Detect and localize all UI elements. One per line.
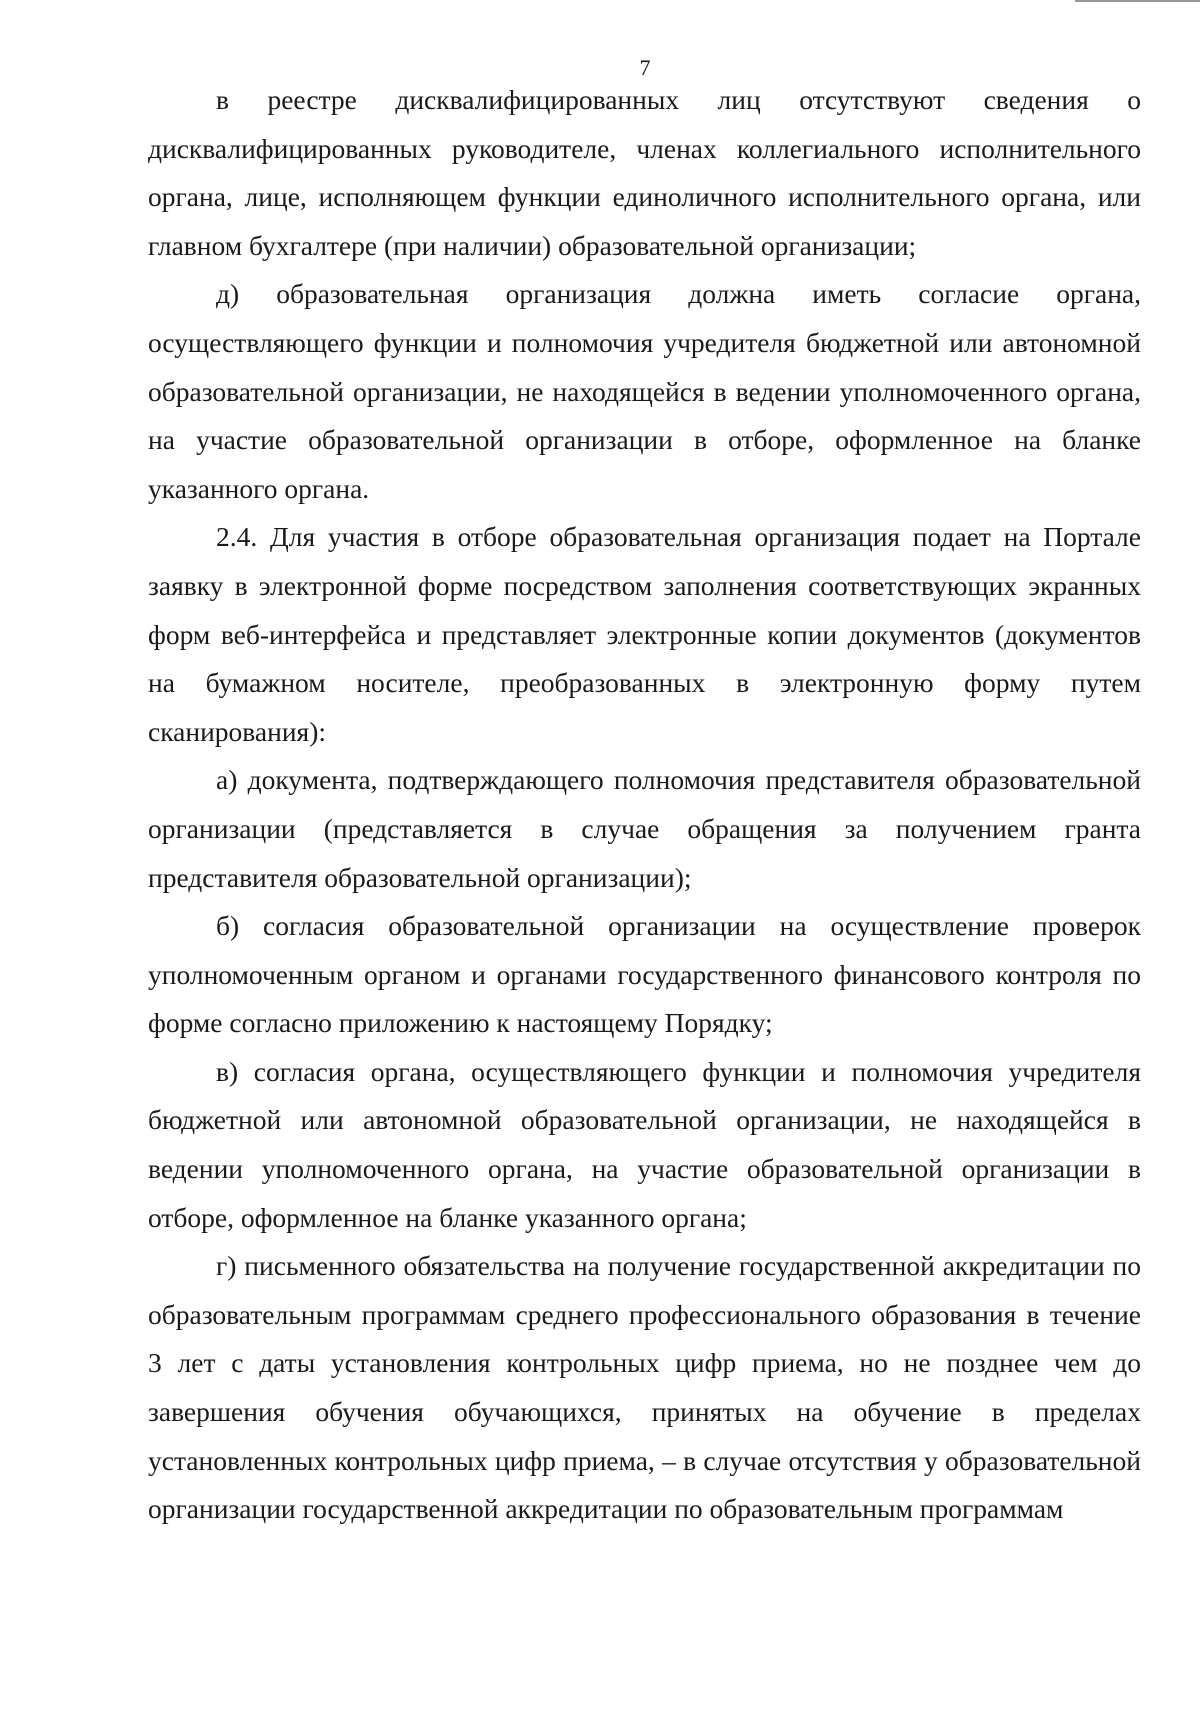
paragraph-disqualified-registry: в реестре дисквалифицированных лиц отсутствуют сведения о дисквалифицированных руководителе, членах коллегиального исполнительного органа, лице, исполняющем функции единоличного исполнительного органа, или главном бухгалтере (при наличии) образовательной организации; bbox=[148, 84, 1141, 261]
paragraph-item-g-accreditation-obligation: г) письменного обязательства на получение государственной аккредитации по образовательным программам среднего профессионального образования в течение 3 лет с даты установления контрольных цифр приема, но не позднее чем до завершения обучения обучающихся, принятых на обучение в пределах установленных контрольных цифр приема, – в случае отсутствия у образовательной организации государственной аккредитации по образовательным программам bbox=[148, 1250, 1141, 1525]
document-body bbox=[148, 76, 1141, 1534]
paragraph-item-v-founder-consent: в) согласия органа, осуществляющего функции и полномочия учредителя бюджетной или автономной образовательной организации, не находящейся в ведении уполномоченного органа, на участие образовательной организации в отборе, оформленное на бланке указанного органа; bbox=[148, 1055, 1141, 1233]
paragraph-item-b-inspection-consent: б) согласия образовательной организации на осуществление проверок уполномоченным органом и органами государственного финансового контроля по форме согласно приложению к настоящему Порядку; bbox=[148, 910, 1141, 1039]
page-number: 7 bbox=[639, 55, 651, 80]
top-edge-rule bbox=[1075, 0, 1200, 2]
paragraph-item-a-authority-document: а) документа, подтверждающего полномочия представителя образовательной организации (представляется в случае обращения за получением гранта представителя образовательной организации); bbox=[148, 764, 1141, 893]
paragraph-section-2-4: 2.4. Для участия в отборе образовательная организация подает на Портале заявку в электронной форме посредством заполнения соответствующих экранных форм веб-интерфейса и представляет электронные копии документов (документов на бумажном носителе, преобразованных в электронную форму путем сканирования): bbox=[148, 521, 1141, 747]
paragraph-item-d-consent: д) образовательная организация должна иметь согласие органа, осуществляющего функции и полномочия учредителя бюджетной или автономной образовательной организации, не находящейся в ведении уполномоченного органа, на участие образовательной организации в отборе, оформленное на бланке указанного органа. bbox=[148, 278, 1141, 504]
